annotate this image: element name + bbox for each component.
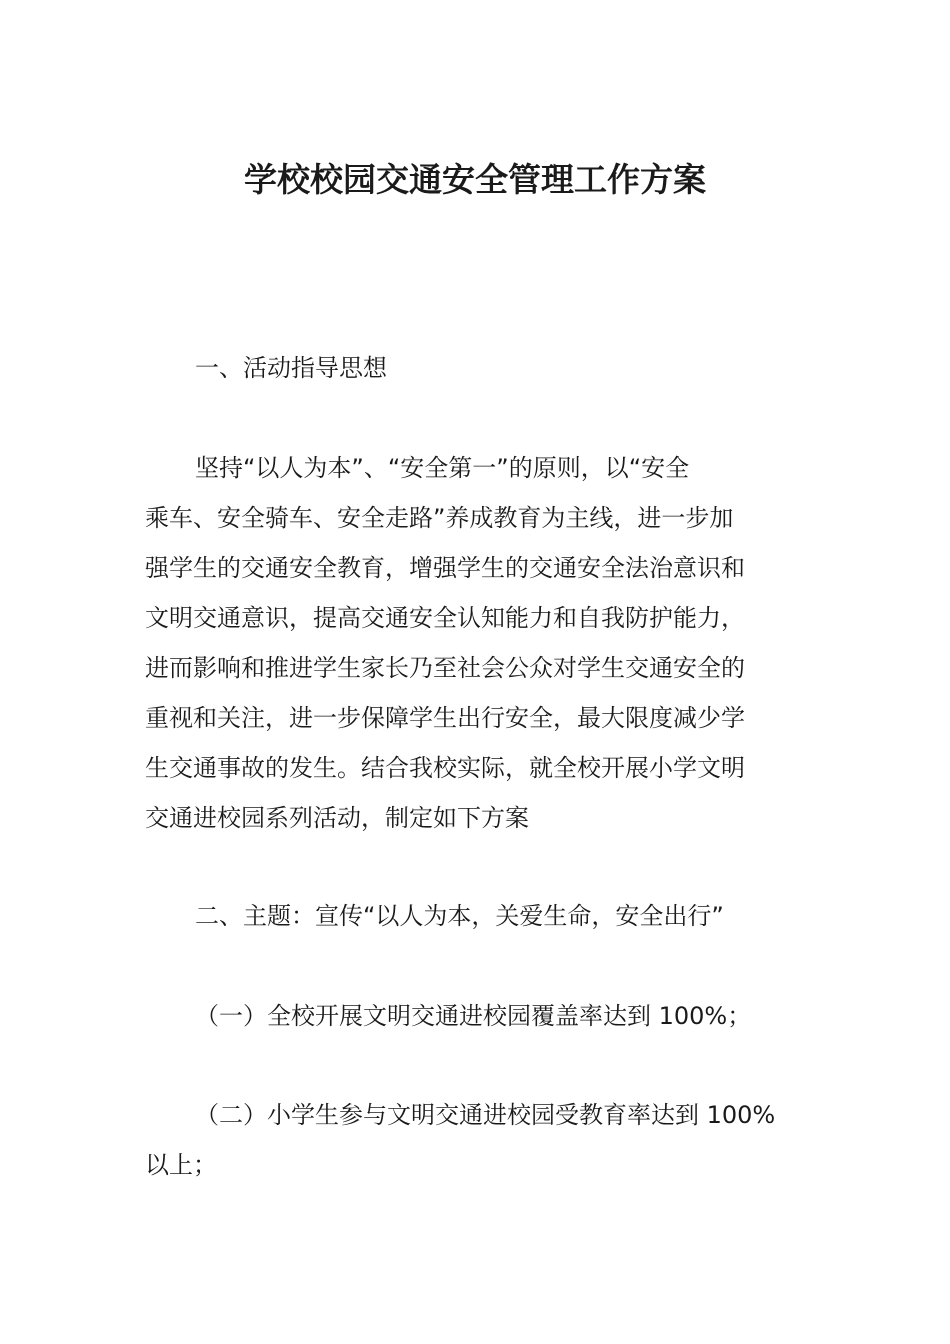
paragraph-line: 强学生的交通安全教育，增强学生的交通安全法治意识和	[145, 554, 745, 582]
paragraph-line: 文明交通意识，提高交通安全认知能力和自我防护能力，	[145, 604, 745, 632]
paragraph-line: 乘车、安全骑车、安全走路”养成教育为主线，进一步加	[145, 504, 734, 532]
paragraph-line: 重视和关注，进一步保障学生出行安全，最大限度减少学	[145, 704, 745, 732]
list-item-education-rate	[145, 1090, 807, 1190]
paragraph-guiding-ideology	[145, 443, 807, 843]
document-title: 学校校园交通安全管理工作方案	[244, 160, 706, 199]
paragraph-line: 生交通事故的发生。结合我校实际，就全校开展小学文明	[145, 754, 745, 782]
paragraph-line: 进而影响和推进学生家长乃至社会公众对学生交通安全的	[145, 654, 745, 682]
paragraph-line: 坚持“以人为本”、“安全第一”的原则，以“安全	[195, 454, 690, 482]
section-heading-theme: 二、主题：宣传“以人为本，关爱生命，安全出行”	[195, 902, 724, 930]
section-heading-guiding-ideology: 一、活动指导思想	[195, 354, 387, 382]
paragraph-line: 交通进校园系列活动，制定如下方案	[145, 804, 529, 832]
list-item-coverage: （一）全校开展文明交通进校园覆盖率达到 100%；	[195, 1002, 752, 1030]
paragraph-line: （二）小学生参与文明交通进校园受教育率达到 100%	[195, 1101, 776, 1129]
paragraph-line: 以上；	[145, 1151, 217, 1179]
